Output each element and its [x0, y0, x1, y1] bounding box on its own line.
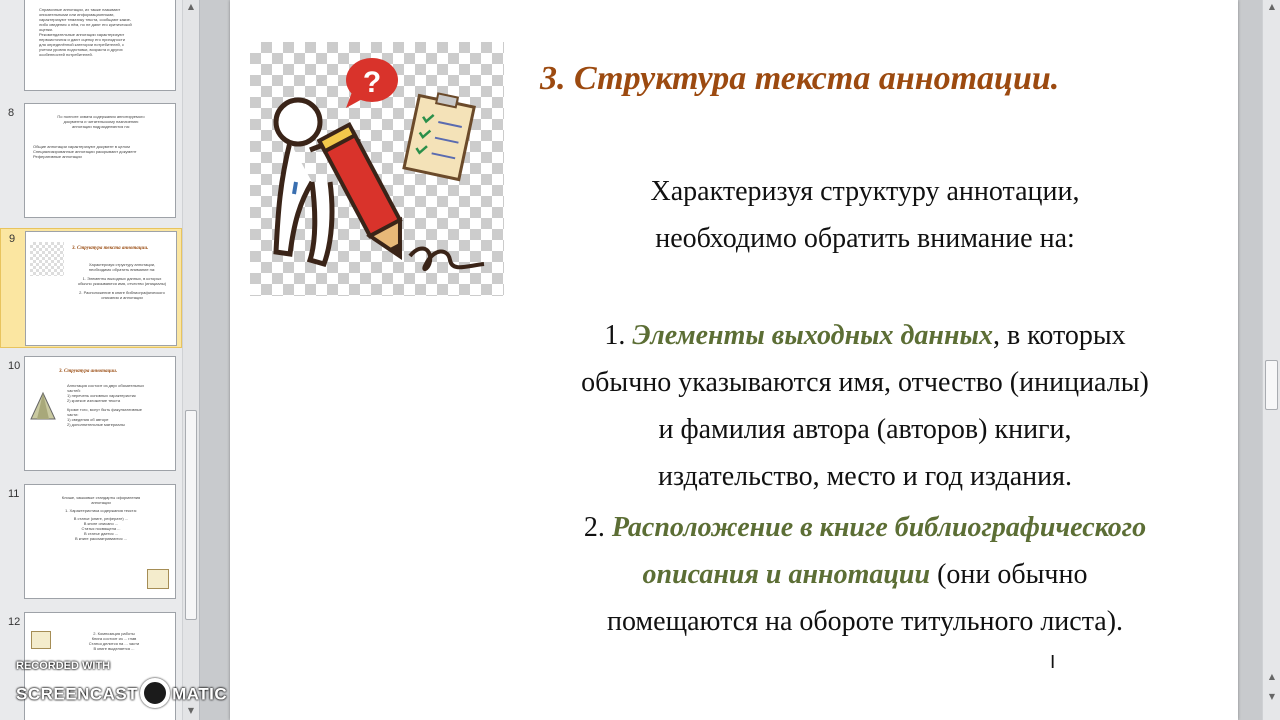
thumbnail-text: По полноте охвата содержания аннотируемого документа и читательскому назначению аннотации подразделяются на: — [57, 114, 145, 129]
intro-line: необходимо обратить внимание на: — [655, 223, 1075, 254]
list-number: 1. — [604, 320, 626, 351]
emphasis-text: Расположение в книге библиографического — [611, 512, 1147, 543]
slide-thumbnail[interactable] — [24, 103, 176, 218]
thumbnail-row-10[interactable] — [0, 356, 182, 474]
slide-number: 10 — [8, 360, 21, 372]
thumbnail-text: Аннотация состоит из двух обязательных частей: 1) перечень основных характеристик 2) краткое изложение текста Кроме того, могут быть факультативные части: 1) сведения об авторе 2) дополнительные материалы — [67, 383, 145, 427]
thumbnail-row-7[interactable] — [0, 0, 182, 94]
slide[interactable] — [230, 0, 1238, 720]
scroll-up-arrow-icon[interactable]: ▲ — [187, 2, 195, 11]
emphasis-text: Элементы выходных данных — [632, 320, 993, 351]
clipart-drawing — [250, 42, 504, 296]
slide-thumbnail[interactable] — [24, 484, 176, 599]
prev-slide-icon[interactable]: ▲ — [1268, 672, 1276, 681]
thumbnail-row-8[interactable] — [0, 103, 182, 221]
slide-thumbnail[interactable] — [24, 356, 176, 471]
svg-text:?: ? — [362, 66, 382, 99]
slide-number: 8 — [8, 107, 15, 119]
notepad-icon — [31, 631, 51, 649]
list-item-line — [510, 504, 1220, 551]
thumbnail-row-11[interactable] — [0, 484, 182, 602]
slide-title[interactable]: 3. Структура текста аннотации. — [540, 60, 1060, 97]
thumbnail-scrollbar[interactable] — [182, 0, 199, 720]
watermark-word: SCREENCAST — [16, 684, 139, 704]
slide-number: 11 — [8, 488, 20, 500]
next-slide-icon[interactable]: ▼ — [1268, 692, 1276, 701]
thumbnail-row-9-selected[interactable] — [0, 228, 182, 348]
slide-number: 9 — [9, 233, 16, 245]
watermark-logo-text — [16, 680, 227, 710]
thumbnail-title: 3. Структура аннотации. — [59, 369, 118, 374]
slide-canvas — [200, 0, 1262, 720]
list-item-2[interactable] — [510, 504, 1220, 645]
list-item-line — [510, 551, 1220, 598]
slide-thumbnail-pane — [0, 0, 200, 720]
list-item-line: помещаются на обороте титульного листа). — [606, 606, 1124, 637]
thumbnail-title: 3. Структура текста аннотации. — [72, 246, 149, 251]
scroll-down-arrow-icon[interactable]: ▼ — [187, 706, 195, 715]
thumbnail-text: Общие аннотации характеризуют документ в целом Специализированные аннотации раскрывают документ Реферативные аннотации — [33, 144, 137, 159]
list-item-line: издательство, место и год издания. — [658, 461, 1072, 492]
thumbnail-text: Клише, языковые стандарты оформления аннотации 1. Характеристика содержания текста: В статье (книге, реферате) ... В книге описано ... Статья посвящена ... В статье дается ... В книге рассматриваются ... — [61, 495, 141, 541]
watermark-line: RECORDED WITH — [16, 660, 111, 672]
thumbnail-clipart — [30, 242, 64, 276]
list-item-line: обычно указываются имя, отчество (инициалы) — [581, 367, 1149, 398]
pyramid-icon — [29, 391, 57, 421]
list-text: , в которых — [992, 320, 1126, 351]
list-item-1[interactable] — [510, 312, 1220, 500]
notepad-icon — [147, 569, 169, 589]
slide-thumbnail[interactable] — [24, 0, 176, 91]
text-cursor-icon: I — [1050, 652, 1056, 673]
scrollbar-thumb[interactable] — [185, 410, 197, 620]
thumbnail-text: Справочные аннотации, их также называют описательными или информационными, характеризуют тематику текста, сообщают какие- либо сведения о нём, но не дают его критической оценки. Рекомендательные аннотации характеризуют первоисточник и дают оценку его пригодности для определённой категории потребителей, с учетом уровня подготовки, возраста и других особенностей потребителей. — [39, 7, 132, 57]
question-pencil-clipart — [250, 42, 504, 296]
slide-thumbnail[interactable] — [25, 231, 177, 346]
list-number: 2. — [583, 512, 605, 543]
thumbnail-text: 2. Композиция работы Книга состоит из ... глав Статья делится на ... части В книге выделяется ... — [88, 631, 140, 651]
scroll-up-arrow-icon[interactable]: ▲ — [1268, 2, 1276, 11]
emphasis-text: описания и аннотации — [642, 559, 931, 590]
screencast-watermark — [16, 660, 246, 710]
scrollbar-thumb[interactable] — [1265, 360, 1278, 410]
intro-line: Характеризуя структуру аннотации, — [650, 176, 1080, 207]
list-text: (они обычно — [930, 559, 1088, 590]
list-item-line — [510, 312, 1220, 359]
slide-number: 12 — [8, 616, 21, 628]
slide-scrollbar[interactable] — [1262, 0, 1280, 720]
screencast-logo-icon — [140, 678, 170, 708]
intro-text[interactable] — [540, 168, 1190, 262]
watermark-word: MATIC — [172, 684, 228, 704]
thumbnail-text: Характеризуя структуру аннотации, необходимо обратить внимание на: 1. Элементы выходных данных, в которых обычно указываются имя, отчество (инициалы) 2. Расположение в книге библиографического описания и аннотации — [77, 262, 167, 300]
list-item-line: и фамилия автора (авторов) книги, — [658, 414, 1072, 445]
